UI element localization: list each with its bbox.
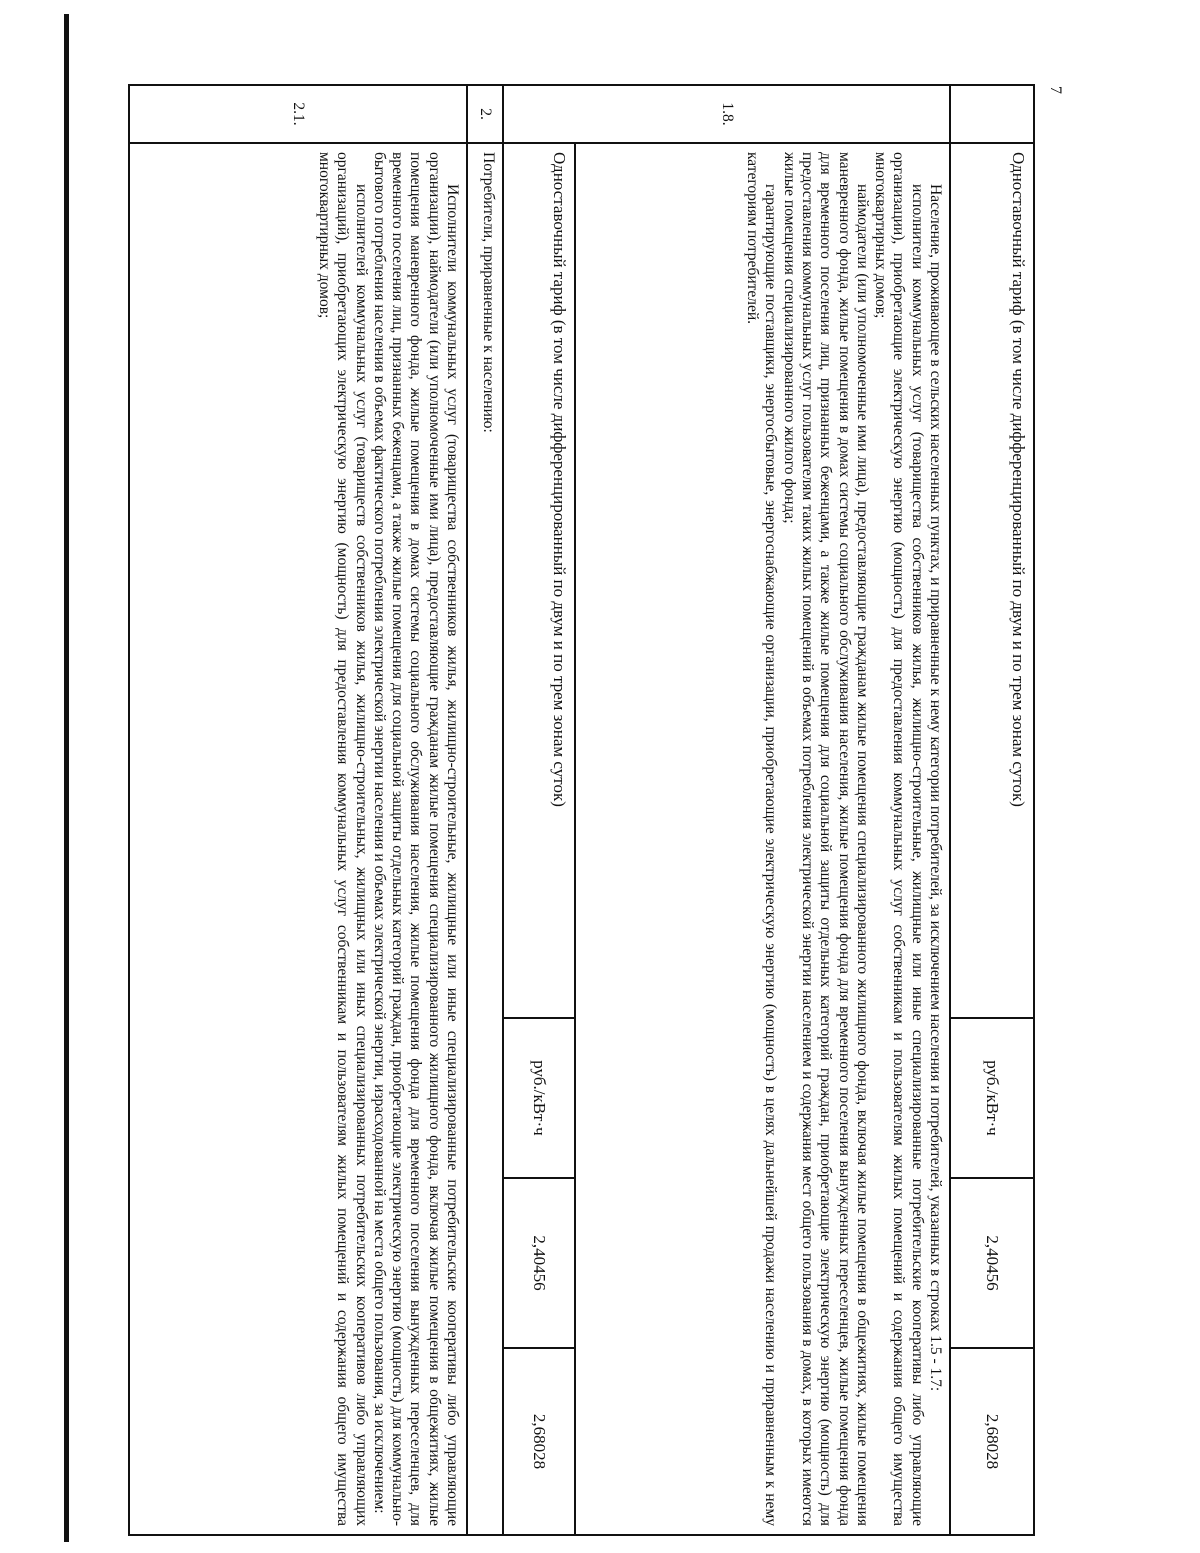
paragraph: исполнители коммунальных услуг (товарищества собственников жилья, жилищно-строительные, жилищные или иные специализированные потребительские кооперативы либо управляющие организации), приобретающие электрическую энергию (мощность) для предоставления коммунальных услуг собственникам и пользователям жилых помещений и содержания общего имущества многоквартирных домов; <box>872 152 926 1526</box>
table-row-2-1 <box>129 85 467 1535</box>
value-2-cell: 2,68028 <box>950 1348 1034 1535</box>
value-1-cell: 2,40456 <box>503 1178 575 1348</box>
table-row-tariff-top <box>950 85 1034 1535</box>
paragraph: Исполнители коммунальных услуг (товарищества собственников жилья, жилищно-строительные, жилищные или иные специализированные потребительские кооперативы либо управляющие организации), наймодатели (или уполномоченные ими лица), предоставляющие гражданам жилые помещения специализированного жилищного фонда, включая жилые помещения в общежитиях, жилые помещения маневренного фонда, жилые помещения в домах системы социального обслуживания населения, жилые помещения фонда для временного поселения вынужденных переселенцев, для временного поселения лиц, признанных беженцами, а также жилые помещения для социальной защиты отдельных категорий граждан, приобретающие электрическую энергию (мощность) для коммунально-бытового потребления населения в объемах фактического потребления электрической энергии населения и объемах электрической энергии, израсходованной на места общего пользования, за исключением: <box>370 152 461 1526</box>
unit-cell: руб./кВт·ч <box>503 1018 575 1178</box>
left-margin-bar <box>64 14 69 1542</box>
paragraph: гарантирующие поставщики, энергосбытовые, энергоснабжающие организации, приобретающие электрическую энергию (мощность) в целях дальнейшей продажи населению и приравненным к нему категориям потребителей. <box>744 152 780 1526</box>
unit-cell: руб./кВт·ч <box>950 1018 1034 1178</box>
tariff-name-cell: Одноставочный тариф (в том числе дифференцированный по двум и по трем зонам суток) <box>503 143 575 1018</box>
row-number-1-8: 1.8. <box>503 85 950 143</box>
table-row-tariff-1-8 <box>503 85 575 1535</box>
rotated-table-container <box>130 84 1035 1534</box>
category-heading-2: Потребители, приравненные к населению: <box>467 143 503 1535</box>
row-number-cell-empty <box>950 85 1034 143</box>
row-number-2-1: 2.1. <box>129 85 467 143</box>
row-number-2: 2. <box>467 85 503 143</box>
category-description-2-1 <box>129 143 467 1535</box>
table-row-2 <box>467 85 503 1535</box>
category-description-1-8 <box>575 143 950 1535</box>
value-1-cell: 2,40456 <box>950 1178 1034 1348</box>
tariff-name-cell: Одноставочный тариф (в том числе дифференцированный по двум и по трем зонам суток) <box>950 143 1034 1018</box>
page-number: 7 <box>1047 86 1064 94</box>
table-row-1-8 <box>575 85 950 1535</box>
paragraph: наймодатели (или уполномоченные ими лица), предоставляющие гражданам жилые помещения специализированного жилищного фонда, включая жилые помещения в общежитиях, жилые помещения маневренного фонда, жилые помещения в домах системы социального обслуживания населения, жилые помещения фонда для временного поселения вынужденных переселенцев, жилые помещения фонда для временного поселения лиц, признанных беженцами, а также жилые помещения для социальной защиты отдельных категорий граждан, приобретающие электрическую энергию (мощность) для предоставления коммунальных услуг пользователям таких жилых помещений в объемах потребления электрической энергии населением и содержания мест общего пользования в домах, в которых имеются жилые помещения специализированного жилого фонда; <box>780 152 871 1526</box>
paragraph: Население, проживающее в сельских населенных пунктах, и приравненные к нему категории потребителей, за исключением населения и потребителей, указанных в строках 1.5 - 1.7: <box>927 184 944 1392</box>
value-2-cell: 2,68028 <box>503 1348 575 1535</box>
tariff-table <box>128 84 1035 1536</box>
paragraph: исполнителей коммунальных услуг (товариществ собственников жилья, жилищно-строительных, жилищных или иных специализированных потребительских кооперативов либо управляющих организаций), приобретающих электрическую энергию (мощность) для предоставления коммунальных услуг собственникам и пользователям жилых помещений и содержания общего имущества многоквартирных домов; <box>316 152 370 1526</box>
